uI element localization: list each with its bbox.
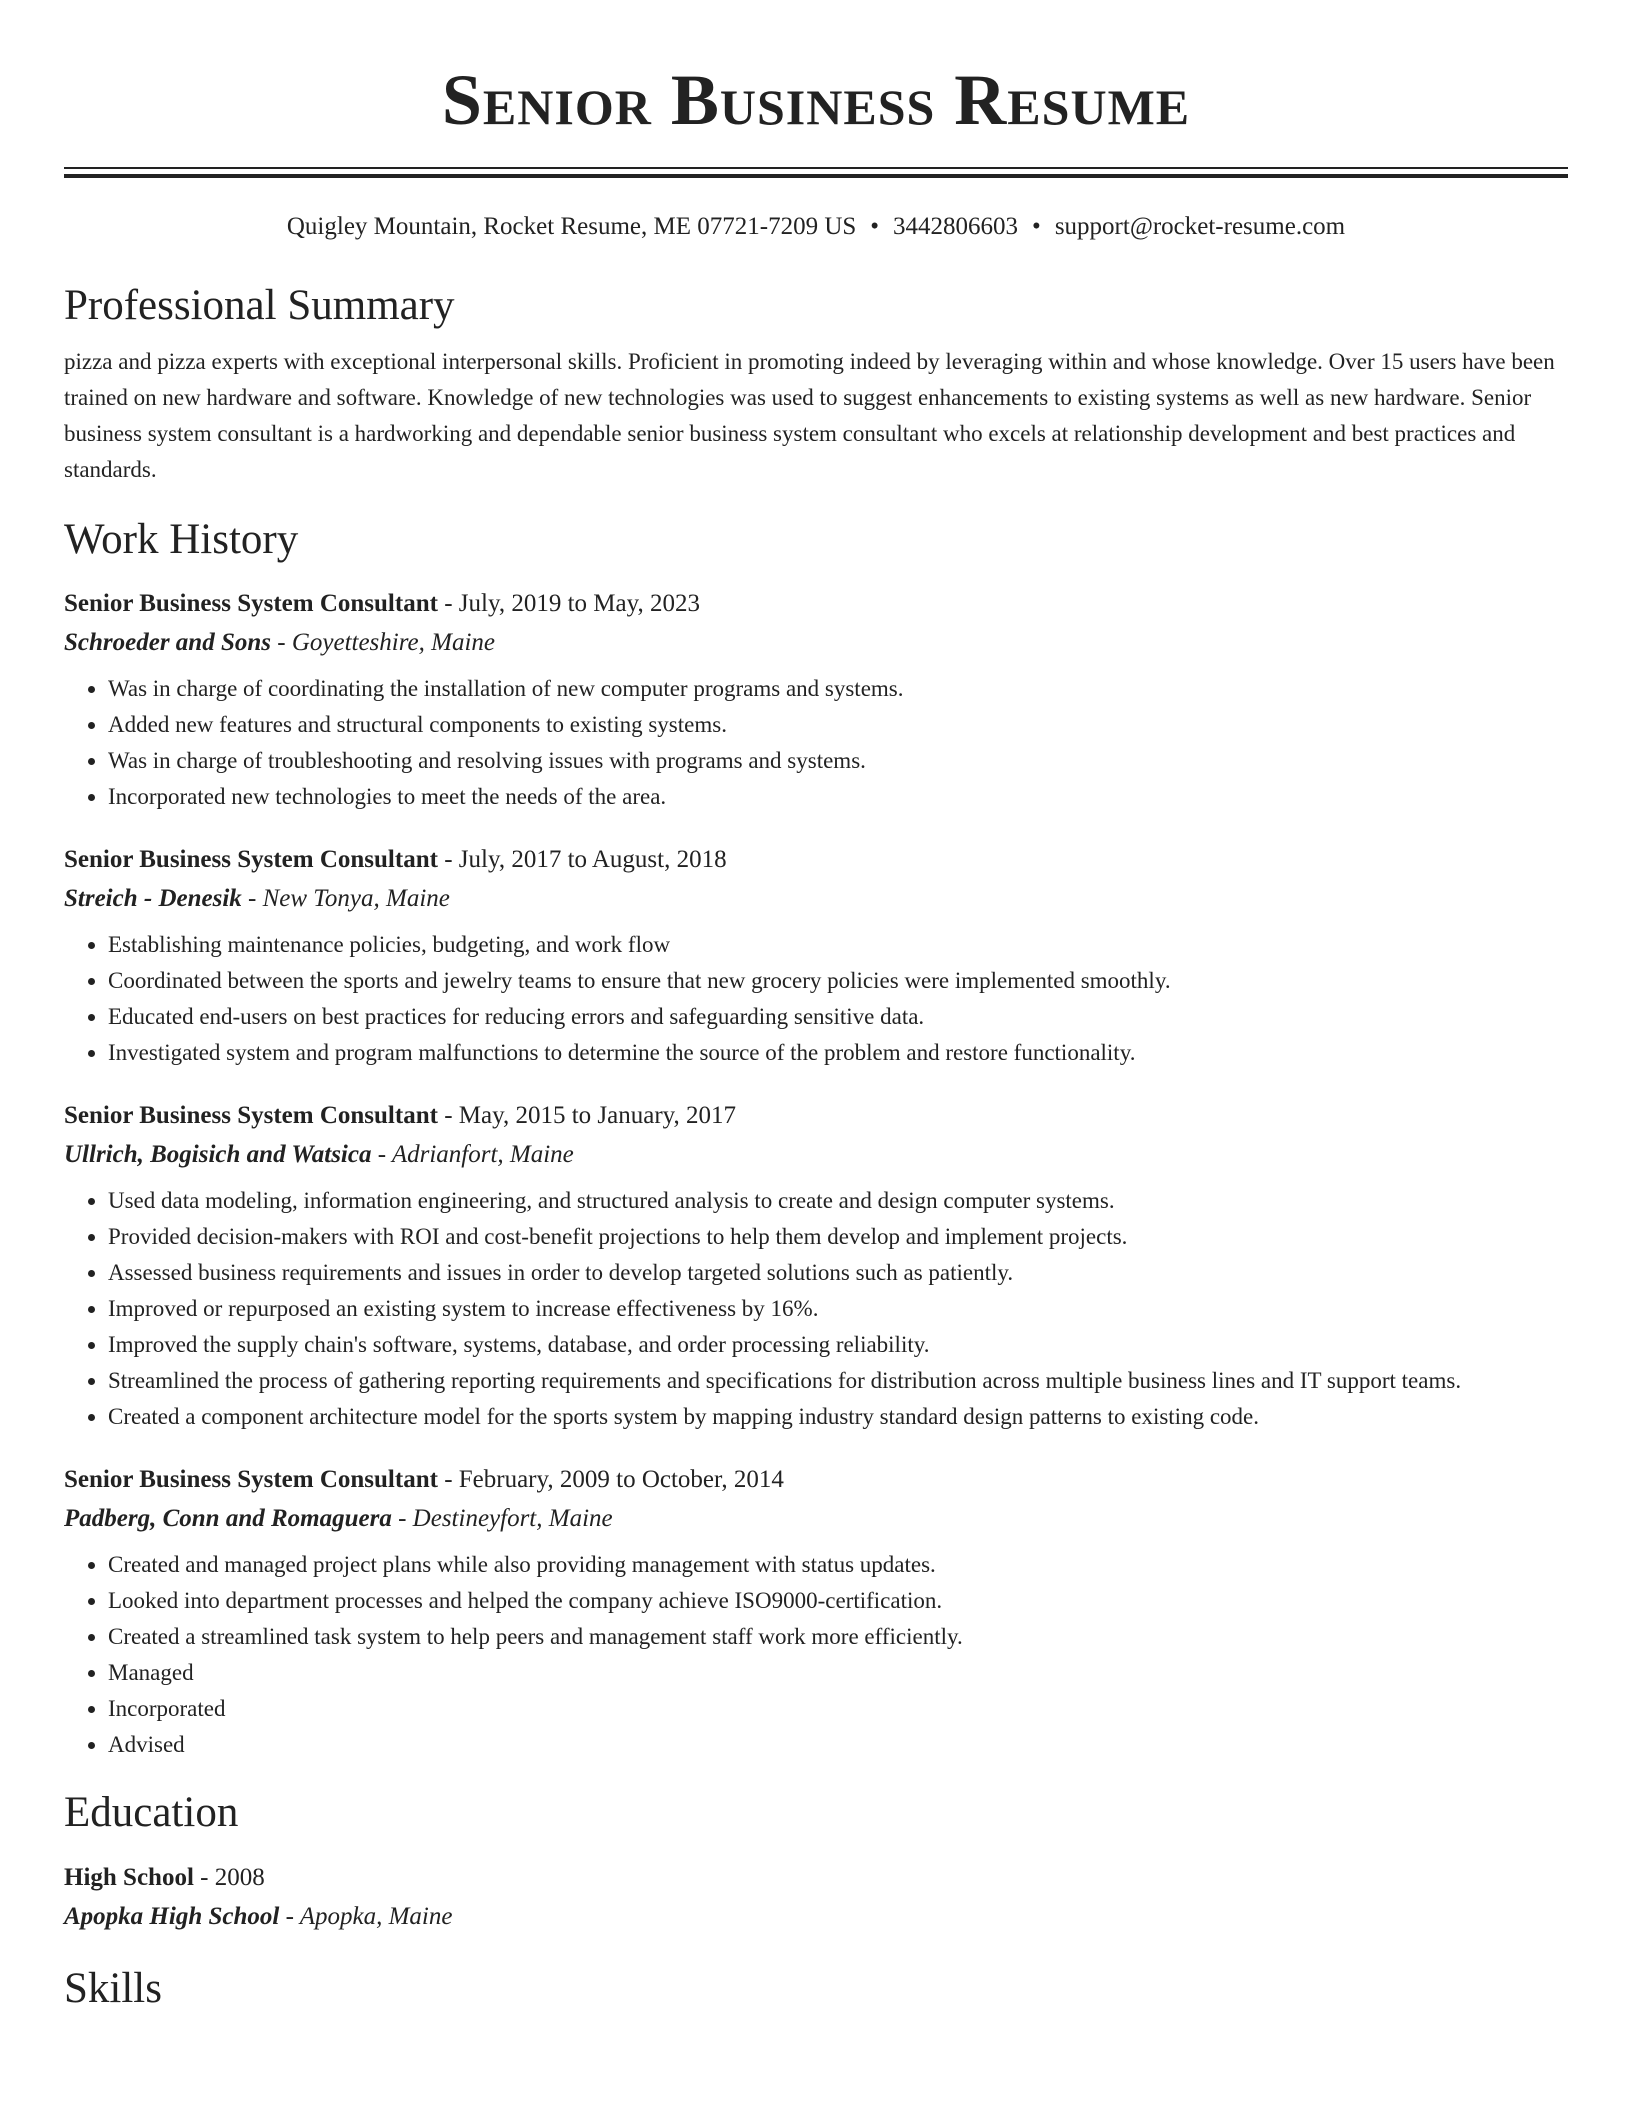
job-bullet: • Establishing maintenance policies, budgeting, and work flow: [108, 927, 1568, 963]
degree-year: - 2008: [193, 1863, 265, 1891]
job-title-line: [64, 841, 1568, 879]
job-bullets: [64, 1183, 1568, 1435]
job-title: Senior Business System Consultant: [64, 590, 438, 618]
job-dates: - July, 2017 to August, 2018: [437, 846, 727, 874]
job-title-line: [64, 585, 1568, 623]
job-title-line: [64, 1097, 1568, 1135]
company-line: [64, 1499, 1568, 1539]
company-location: - Adrianfort, Maine: [371, 1141, 574, 1169]
company-location: - Destineyfort, Maine: [391, 1505, 613, 1533]
contact-email: support@rocket-resume.com: [1054, 213, 1346, 240]
job-dates: - May, 2015 to January, 2017: [437, 1102, 737, 1130]
job-bullet: • Incorporated new technologies to meet the needs of the area.: [108, 779, 1568, 815]
job-bullet: • Created and managed project plans while also providing management with status updates.: [108, 1547, 1568, 1583]
title-rule-thin: [64, 167, 1568, 169]
job-title-line: [64, 1461, 1568, 1499]
company-name: Ullrich, Bogisich and Watsica: [64, 1141, 372, 1169]
contact-separator: •: [1032, 213, 1041, 240]
company-name: Streich - Denesik: [64, 885, 242, 913]
contact-phone: 3442806603: [893, 213, 1019, 240]
job-bullets: [64, 1547, 1568, 1763]
job-title: Senior Business System Consultant: [64, 846, 438, 874]
education-heading: Education: [64, 1789, 239, 1837]
company-location: - New Tonya, Maine: [241, 885, 450, 913]
degree-name: High School: [64, 1863, 194, 1891]
job-bullet: • Educated end-users on best practices for reducing errors and safeguarding sensitive data.: [108, 999, 1568, 1035]
job-dates: - February, 2009 to October, 2014: [437, 1466, 784, 1494]
job-bullet: • Advised: [108, 1727, 1568, 1763]
job-bullets: [64, 671, 1568, 815]
job-bullet: • Assessed business requirements and issues in order to develop targeted solutions such as patiently.: [108, 1255, 1568, 1291]
job-entry: [64, 585, 1568, 815]
company-name: Padberg, Conn and Romaguera: [64, 1505, 392, 1533]
job-bullet: • Looked into department processes and helped the company achieve ISO9000-certification.: [108, 1583, 1568, 1619]
job-bullet: • Incorporated: [108, 1691, 1568, 1727]
job-bullet: • Coordinated between the sports and jewelry teams to ensure that new grocery policies were implemented smoothly.: [108, 963, 1568, 999]
title-rule-thick: [64, 174, 1568, 178]
education-entry: [64, 1859, 1568, 1937]
job-title: Senior Business System Consultant: [64, 1102, 438, 1130]
company-name: Schroeder and Sons: [64, 629, 271, 657]
job-title: Senior Business System Consultant: [64, 1466, 438, 1494]
contact-separator: •: [870, 213, 880, 240]
job-entry: [64, 1461, 1568, 1763]
job-dates: - July, 2019 to May, 2023: [437, 590, 700, 618]
company-line: [64, 1135, 1568, 1175]
skills-heading: Skills: [64, 1964, 162, 2012]
degree-line: [64, 1859, 1568, 1897]
job-entry: [64, 841, 1568, 1071]
school-line: [64, 1897, 1568, 1937]
job-bullets: [64, 927, 1568, 1071]
company-line: [64, 623, 1568, 663]
job-bullet: • Created a component architecture model for the sports system by mapping industry standard design patterns to existing code.: [108, 1399, 1568, 1435]
company-location: - Goyetteshire, Maine: [271, 629, 495, 657]
job-bullet: • Used data modeling, information engineering, and structured analysis to create and design computer systems.: [108, 1183, 1568, 1219]
contact-address: Quigley Mountain, Rocket Resume, ME 07721-7209 US: [286, 213, 857, 240]
company-line: [64, 879, 1568, 919]
job-bullet: • Improved the supply chain's software, systems, database, and order processing reliability.: [108, 1327, 1568, 1363]
job-bullet: • Managed: [108, 1655, 1568, 1691]
job-bullet: • Was in charge of coordinating the installation of new computer programs and systems.: [108, 671, 1568, 707]
school-name: Apopka High School: [64, 1902, 280, 1930]
job-entry: [64, 1097, 1568, 1435]
work-history-heading: Work History: [64, 515, 299, 563]
summary-heading: Professional Summary: [64, 282, 455, 329]
school-location: - Apopka, Maine: [279, 1902, 453, 1930]
job-bullet: • Created a streamlined task system to help peers and management staff work more efficiently.: [108, 1619, 1568, 1655]
job-bullet: • Was in charge of troubleshooting and resolving issues with programs and systems.: [108, 743, 1568, 779]
summary-text: pizza and pizza experts with exceptional interpersonal skills. Proficient in promoting indeed by leveraging within and whose knowledge. Over 15 users have been trained on new hardware and software. Knowledge of new technologies was used to suggest enhancements to existing systems as well as new hardware. Senior business system consultant is a hardworking and dependable senior business system consultant who excels at relationship development and best practices and standards.: [64, 348, 1555, 482]
contact-line: [64, 212, 1568, 242]
job-bullet: • Provided decision-makers with ROI and cost-benefit projections to help them develop and implement projects.: [108, 1219, 1568, 1255]
job-bullet: • Investigated system and program malfunctions to determine the source of the problem and restore functionality.: [108, 1035, 1568, 1071]
job-bullet: • Added new features and structural components to existing systems.: [108, 707, 1568, 743]
job-bullet: • Improved or repurposed an existing system to increase effectiveness by 16%.: [108, 1291, 1568, 1327]
resume-title: Senior Business Resume: [441, 60, 1191, 140]
job-bullet: • Streamlined the process of gathering reporting requirements and specifications for distribution across multiple business lines and IT support teams.: [108, 1363, 1568, 1399]
